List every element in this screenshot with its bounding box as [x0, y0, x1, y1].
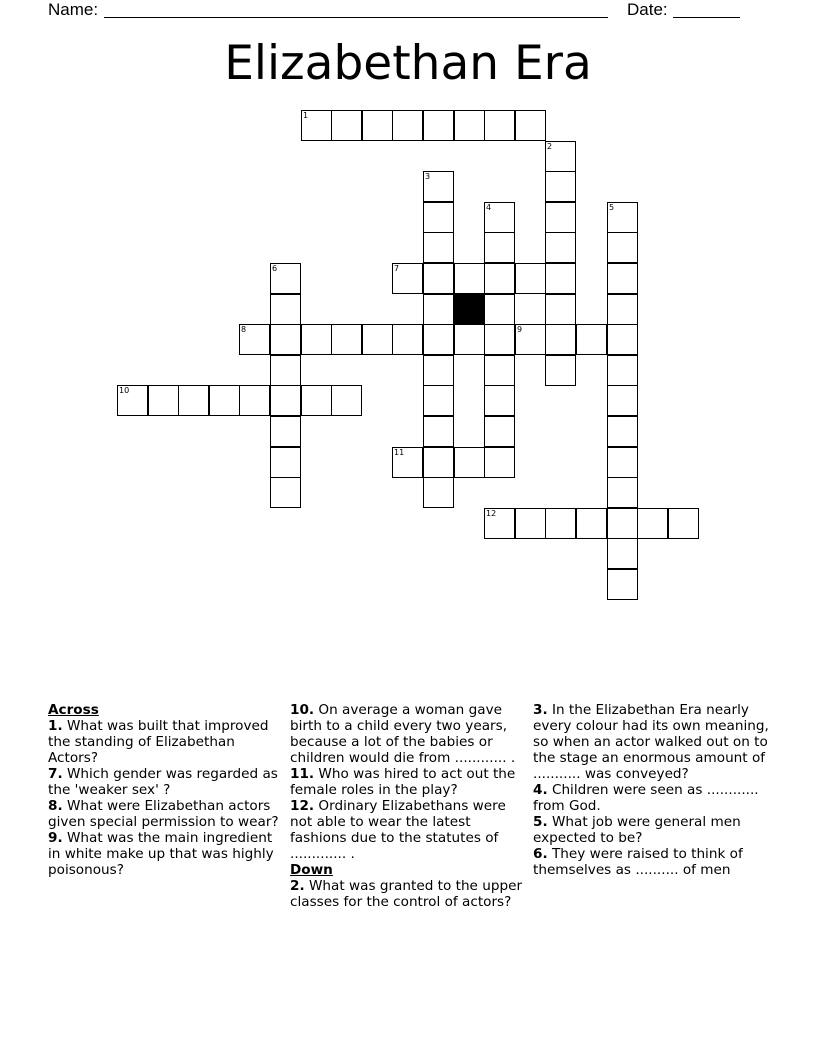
across-clue-8: 8. What were Elizabethan actors given special permission to wear? [48, 798, 279, 830]
crossword-cell[interactable] [239, 324, 270, 355]
crossword-cell[interactable] [423, 416, 454, 447]
crossword-cell[interactable] [484, 385, 515, 416]
crossword-cell[interactable] [392, 447, 423, 478]
crossword-cell[interactable] [607, 355, 638, 386]
crossword-cell[interactable] [545, 263, 576, 294]
crossword-cell[interactable] [607, 477, 638, 508]
down-heading: Down [290, 862, 333, 878]
crossword-cell[interactable] [423, 263, 454, 294]
crossword-cell[interactable] [301, 385, 332, 416]
clue-number: 7 [394, 264, 400, 273]
down-clue-3: 3. In the Elizabethan Era nearly every colour had its own meaning, so when an actor walked out on to the stage an enormous amount of ........... was conveyed? [533, 702, 769, 782]
crossword-cell[interactable] [423, 294, 454, 325]
crossword-cell[interactable] [423, 324, 454, 355]
crossword-cell[interactable] [301, 324, 332, 355]
clue-number: 4 [486, 203, 492, 212]
crossword-cell[interactable] [484, 355, 515, 386]
crossword-cell[interactable] [484, 232, 515, 263]
crossword-cell[interactable] [484, 294, 515, 325]
across-clue-7: 7. Which gender was regarded as the 'weaker sex' ? [48, 766, 278, 798]
crossword-cell[interactable] [270, 263, 301, 294]
crossword-cell[interactable] [392, 263, 423, 294]
crossword-cell[interactable] [515, 508, 546, 539]
crossword-cell[interactable] [178, 385, 209, 416]
crossword-cell[interactable] [209, 385, 240, 416]
crossword-cell[interactable] [637, 508, 668, 539]
crossword-cell[interactable] [545, 232, 576, 263]
crossword-cell[interactable] [362, 324, 393, 355]
crossword-cell[interactable] [423, 171, 454, 202]
crossword-cell[interactable] [607, 324, 638, 355]
crossword-cell[interactable] [576, 508, 607, 539]
crossword-cell[interactable] [454, 263, 485, 294]
crossword-cell[interactable] [423, 110, 454, 141]
crossword-cell[interactable] [270, 477, 301, 508]
across-heading: Across [48, 702, 99, 718]
across-clue-12: 12. Ordinary Elizabethans were not able to wear the latest fashions due to the statutes of ............. . [290, 798, 506, 862]
crossword-block [454, 294, 485, 325]
crossword-cell[interactable] [331, 324, 362, 355]
crossword-cell[interactable] [392, 110, 423, 141]
crossword-cell[interactable] [545, 355, 576, 386]
crossword-cell[interactable] [545, 202, 576, 233]
crossword-cell[interactable] [607, 263, 638, 294]
crossword-cell[interactable] [607, 232, 638, 263]
clue-number: 6 [272, 264, 278, 273]
page-title: Elizabethan Era [224, 36, 592, 91]
crossword-cell[interactable] [484, 202, 515, 233]
down-clue-5: 5. What job were general men expected to be? [533, 814, 741, 846]
crossword-cell[interactable] [545, 171, 576, 202]
clue-number: 1 [303, 111, 309, 120]
down-clue-2: 2. What was granted to the upper classes for the control of actors? [290, 878, 523, 910]
name-label: Name: [48, 0, 99, 19]
clues-column-3 [533, 702, 769, 878]
crossword-cell[interactable] [423, 202, 454, 233]
crossword-cell[interactable] [607, 508, 638, 539]
clue-number: 2 [547, 142, 553, 151]
crossword-cell[interactable] [270, 416, 301, 447]
crossword-cell[interactable] [270, 294, 301, 325]
down-clue-4: 4. Children were seen as ............ from God. [533, 782, 759, 814]
clues-column-2 [290, 702, 524, 910]
crossword-cell[interactable] [515, 324, 546, 355]
crossword-cell[interactable] [239, 385, 270, 416]
crossword-cell[interactable] [576, 324, 607, 355]
crossword-cell[interactable] [484, 416, 515, 447]
crossword-cell[interactable] [270, 385, 301, 416]
crossword-cell[interactable] [545, 324, 576, 355]
crossword-cell[interactable] [607, 447, 638, 478]
crossword-cell[interactable] [423, 232, 454, 263]
crossword-cell[interactable] [392, 324, 423, 355]
crossword-cell[interactable] [515, 110, 546, 141]
clue-number: 9 [517, 325, 523, 334]
crossword-cell[interactable] [270, 324, 301, 355]
crossword-cell[interactable] [423, 477, 454, 508]
crossword-cell[interactable] [423, 447, 454, 478]
crossword-cell[interactable] [148, 385, 179, 416]
clue-number: 10 [119, 386, 130, 395]
crossword-cell[interactable] [515, 263, 546, 294]
crossword-cell[interactable] [484, 263, 515, 294]
crossword-cell[interactable] [607, 569, 638, 600]
across-clue-10: 10. On average a woman gave birth to a child every two years, because a lot of the babies or children would die from ............ . [290, 702, 516, 766]
date-label: Date: [627, 0, 668, 19]
across-clue-1: 1. What was built that improved the standing of Elizabethan Actors? [48, 718, 269, 766]
crossword-cell[interactable] [270, 447, 301, 478]
clue-number: 8 [241, 325, 247, 334]
crossword-cell[interactable] [607, 538, 638, 569]
across-clue-11: 11. Who was hired to act out the female roles in the play? [290, 766, 516, 798]
crossword-cell[interactable] [545, 508, 576, 539]
crossword-cell[interactable] [668, 508, 699, 539]
crossword-cell[interactable] [545, 294, 576, 325]
clues-column-1 [48, 702, 280, 878]
crossword-cell[interactable] [607, 416, 638, 447]
crossword-cell[interactable] [454, 324, 485, 355]
crossword-cell[interactable] [301, 110, 332, 141]
across-clue-9: 9. What was the main ingredient in white make up that was highly poisonous? [48, 830, 274, 878]
crossword-cell[interactable] [484, 324, 515, 355]
clue-number: 11 [394, 448, 405, 457]
crossword-cell[interactable] [270, 355, 301, 386]
crossword-cell[interactable] [484, 447, 515, 478]
clue-number: 3 [425, 172, 431, 181]
crossword-cell[interactable] [423, 355, 454, 386]
crossword-cell[interactable] [484, 508, 515, 539]
crossword-cell[interactable] [331, 385, 362, 416]
crossword-cell[interactable] [454, 110, 485, 141]
crossword-cell[interactable] [484, 110, 515, 141]
crossword-cell[interactable] [331, 110, 362, 141]
clue-number: 12 [486, 509, 497, 518]
crossword-cell[interactable] [362, 110, 393, 141]
clue-number: 5 [609, 203, 615, 212]
down-clue-6: 6. They were raised to think of themselves as .......... of men [533, 846, 743, 878]
crossword-cell[interactable] [607, 294, 638, 325]
crossword-cell[interactable] [454, 447, 485, 478]
crossword-cell[interactable] [423, 385, 454, 416]
crossword-cell[interactable] [607, 385, 638, 416]
crossword-cell[interactable] [545, 141, 576, 172]
crossword-cell[interactable] [607, 202, 638, 233]
crossword-cell[interactable] [117, 385, 148, 416]
